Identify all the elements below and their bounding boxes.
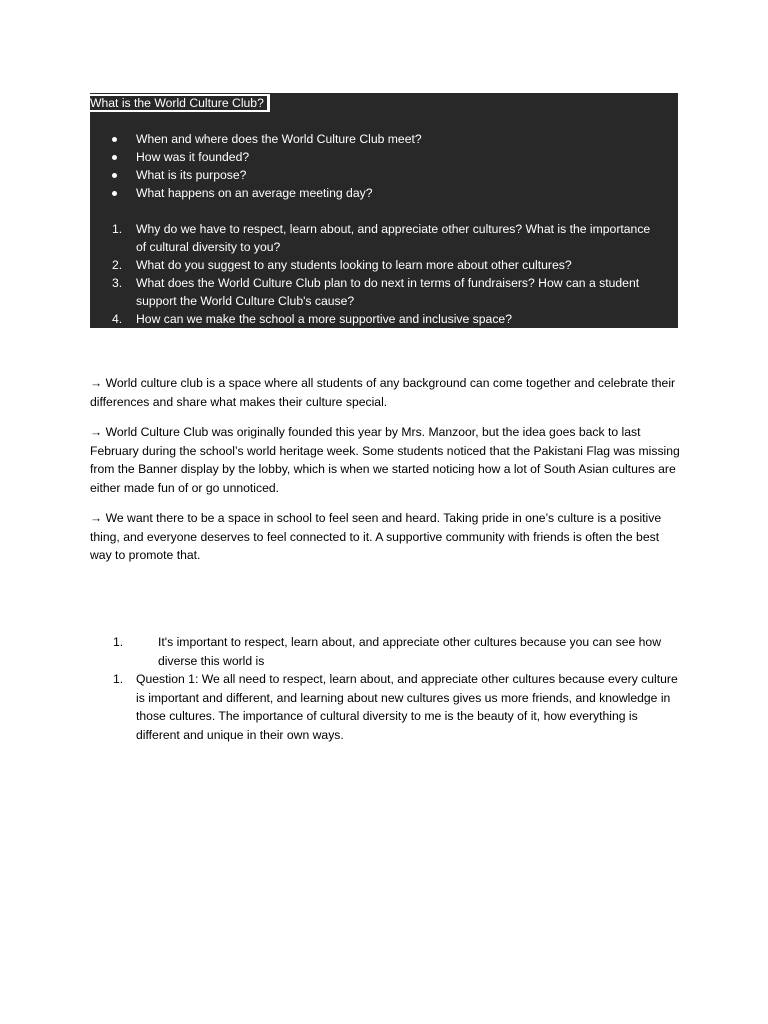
bullet-text: What is its purpose? [136,168,247,182]
bullet-list [112,130,422,202]
bullet-text: When and where does the World Culture Club meet? [136,132,422,146]
bullet-item [112,148,422,166]
answer-list-second [90,670,680,744]
answer-number: 1. [113,672,124,686]
question-number: 4. [112,312,123,326]
paragraph-purpose: → We want there to be a space in school to feel seen and heard. Taking pride in one’s culture is a positive thing, and everyone deserves to feel connected to it. A supportive community with friends is often the best way to promote that. [90,511,662,563]
question-item [112,220,652,256]
question-item [112,310,652,328]
bullet-text: What happens on an average meeting day? [136,186,373,200]
block-heading [90,94,270,112]
bullet-item [112,184,422,202]
bullet-dot-icon [112,173,117,178]
bullet-item [112,166,422,184]
bullet-dot-icon [112,191,117,196]
bullet-dot-icon [112,155,117,160]
answer-text: Question 1: We all need to respect, learn about, and appreciate other cultures because every culture is important and different, and learning about new cultures gives us more friends, and knowledge in those cultures. The importance of cultural diversity to me is the beauty of it, how everything is different and unique in their own ways. [136,672,678,742]
bullet-text: How was it founded? [136,150,250,164]
paragraph-founding: → World Culture Club was originally founded this year by Mrs. Manzoor, but the idea goes back to last February during the school’s world heritage week. Some students noticed that the Pakistani Flag was missing from the Banner display by the lobby, which is when we started noticing how a lot of South Asian cultures are either made fun of or go unnoticed. [90,425,680,495]
question-text: What does the World Culture Club plan to do next in terms of fundraisers? How can a student support the World Culture Club's cause? [136,276,640,308]
question-text: What do you suggest to any students looking to learn more about other cultures? [136,258,572,272]
question-text: How can we make the school a more supportive and inclusive space? [136,312,512,326]
highlighted-question-block [90,93,678,328]
question-item [112,274,652,310]
question-number: 1. [112,222,123,236]
question-text: Why do we have to respect, learn about, and appreciate other cultures? What is the importance of cultural diversity to you? [136,222,651,254]
bullet-item [112,130,422,148]
heading-text: What is the World Culture Club? [90,96,267,110]
answer-text: It's important to respect, learn about, and appreciate other cultures because you can see how diverse this world is [158,635,661,668]
answer-number: 1. [113,635,124,649]
question-number: 2. [112,258,123,272]
answer-item [90,633,680,670]
question-list [112,220,652,328]
answer-item [90,670,680,744]
answer-list-first [90,633,680,670]
bullet-dot-icon [112,137,117,142]
paragraph-about: → World culture club is a space where all students of any background can come together and celebrate their differences and share what makes their culture special. [90,376,676,409]
question-item [112,256,652,274]
question-number: 3. [112,276,123,290]
